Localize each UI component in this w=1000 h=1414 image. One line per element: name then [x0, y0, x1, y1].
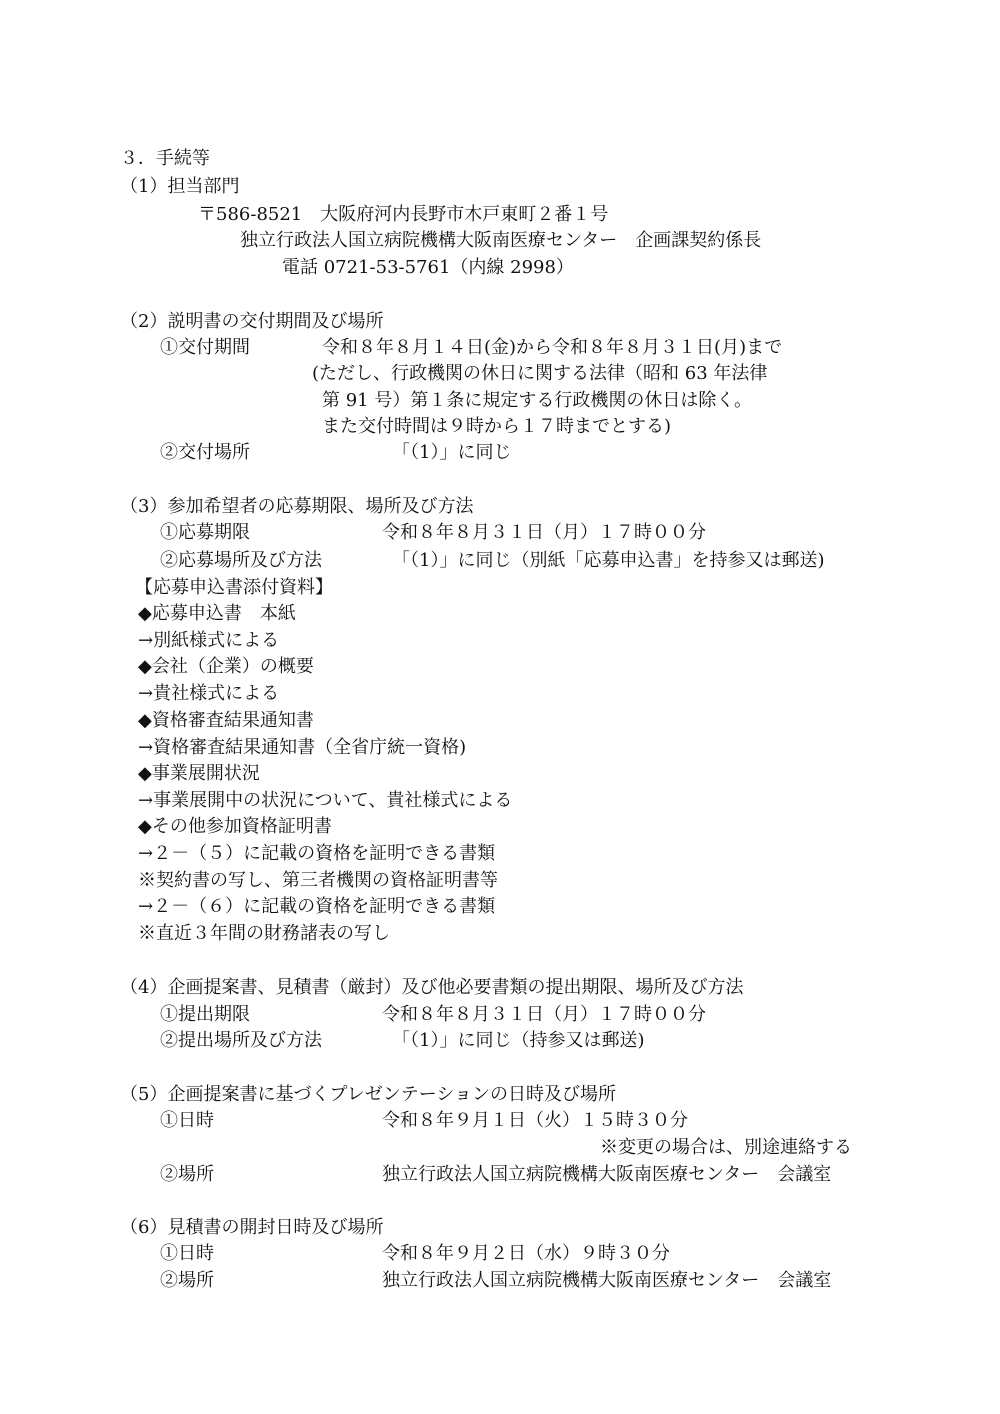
list-item: →２－（６）に記載の資格を証明できる書類 — [138, 896, 496, 917]
s6-title: （6）見積書の開封日時及び場所 — [120, 1217, 384, 1238]
s1-phone: 電話 0721-53-5761（内線 2998） — [282, 257, 574, 278]
s3-deadline-value: 令和８年８月３１日（月）１７時００分 — [382, 522, 706, 543]
s4-deadline-label: ①提出期限 — [160, 1004, 250, 1025]
s3-attach-title: 【応募申込書添付資料】 — [135, 577, 333, 598]
s6-date-value: 令和８年９月２日（水）９時３０分 — [382, 1243, 670, 1264]
s1-org: 独立行政法人国立病院機構大阪南医療センター 企画課契約係長 — [240, 230, 762, 251]
s5-place-value: 独立行政法人国立病院機構大阪南医療センター 会議室 — [382, 1164, 832, 1185]
s4-title: （4）企画提案書、見積書（厳封）及び他必要書類の提出期限、場所及び方法 — [120, 977, 744, 998]
s4-deadline-value: 令和８年８月３１日（月）１７時００分 — [382, 1004, 706, 1025]
list-item: →貴社様式による — [138, 683, 280, 704]
list-item: ◆会社（企業）の概要 — [138, 656, 314, 677]
s5-date-label: ①日時 — [160, 1110, 214, 1131]
list-item: ◆その他参加資格証明書 — [138, 816, 332, 837]
s2-note-1: (ただし、行政機関の休日に関する法律（昭和 63 年法律 — [312, 363, 768, 384]
s2-note-3: また交付時間は９時から１７時までとする) — [322, 416, 672, 437]
list-item: ※契約書の写し、第三者機関の資格証明書等 — [138, 870, 498, 891]
s3-method-label: ②応募場所及び方法 — [160, 550, 322, 571]
s6-place-value: 独立行政法人国立病院機構大阪南医療センター 会議室 — [382, 1270, 832, 1291]
s5-place-label: ②場所 — [160, 1164, 214, 1185]
s4-method-value: 「（1）」に同じ（持参又は郵送) — [392, 1030, 645, 1051]
s1-address: 〒586-8521 大阪府河内長野市木戸東町２番１号 — [198, 204, 609, 225]
list-item: ◆応募申込書 本紙 — [138, 603, 296, 624]
list-item: →別紙様式による — [138, 630, 280, 651]
list-item: ◆事業展開状況 — [138, 763, 260, 784]
list-item: →事業展開中の状況について、貴社様式による — [138, 790, 513, 811]
list-item: ※直近３年間の財務諸表の写し — [138, 923, 390, 944]
list-item: →資格審査結果通知書（全省庁統一資格) — [138, 737, 467, 758]
s2-note-2: 第 91 号）第１条に規定する行政機関の休日は除く。 — [322, 390, 752, 411]
s4-method-label: ②提出場所及び方法 — [160, 1030, 322, 1051]
section-heading: ３．手続等 — [120, 148, 210, 169]
s6-place-label: ②場所 — [160, 1270, 214, 1291]
list-item: →２－（５）に記載の資格を証明できる書類 — [138, 843, 496, 864]
s2-period-label: ①交付期間 — [160, 337, 250, 358]
s2-title: （2）説明書の交付期間及び場所 — [120, 311, 384, 332]
s2-place-label: ②交付場所 — [160, 442, 250, 463]
s1-title: （1）担当部門 — [120, 176, 240, 197]
s6-date-label: ①日時 — [160, 1243, 214, 1264]
s5-title: （5）企画提案書に基づくプレゼンテーションの日時及び場所 — [120, 1084, 617, 1105]
s5-date-value: 令和８年９月１日（火）１５時３０分 — [382, 1110, 688, 1131]
s2-period-value: 令和８年８月１４日(金)から令和８年８月３１日(月)まで — [322, 337, 783, 358]
s5-date-note: ※変更の場合は、別途連絡する — [600, 1137, 852, 1158]
s3-method-value: 「（1）」に同じ（別紙「応募申込書」を持参又は郵送) — [392, 550, 825, 571]
s3-deadline-label: ①応募期限 — [160, 522, 250, 543]
list-item: ◆資格審査結果通知書 — [138, 710, 314, 731]
s2-place-value: 「（1）」に同じ — [392, 442, 512, 463]
s3-title: （3）参加希望者の応募期限、場所及び方法 — [120, 496, 474, 517]
